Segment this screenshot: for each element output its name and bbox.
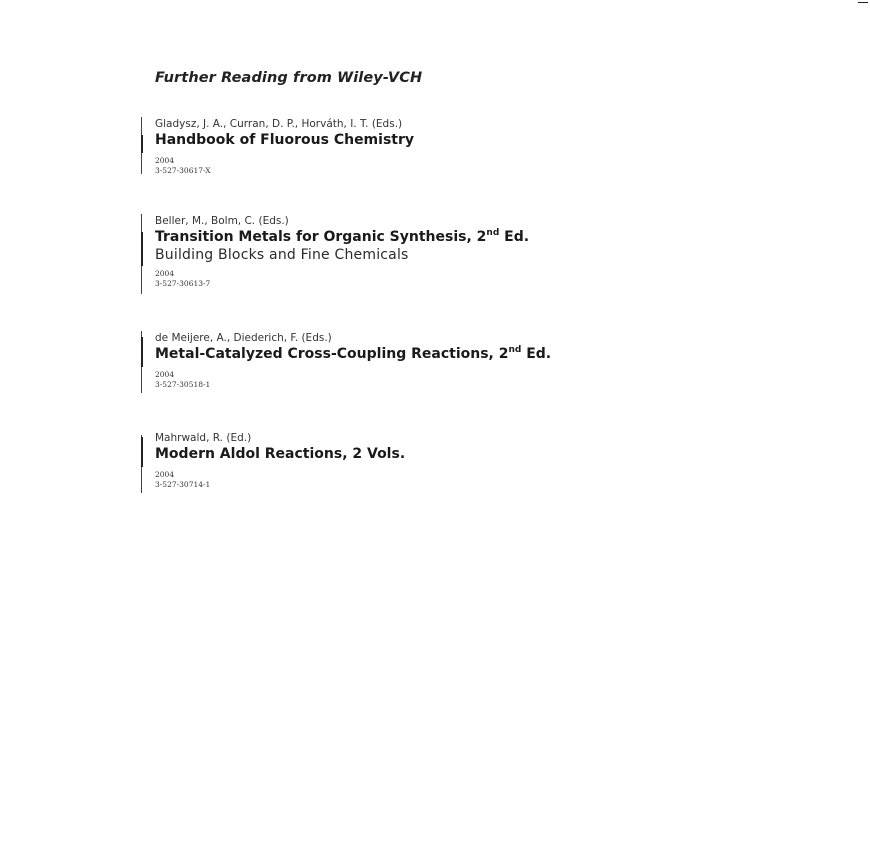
- margin-bar: [141, 135, 143, 153]
- book-isbn: 3-527-30617-X: [155, 166, 211, 175]
- page-heading: Further Reading from Wiley-VCH: [155, 70, 423, 86]
- book-year: 2004: [155, 370, 175, 379]
- book-title: Handbook of Fluorous Chemistry: [155, 132, 414, 148]
- book-authors: Gladysz, J. A., Curran, D. P., Horváth, I. T. (Eds.): [155, 118, 403, 130]
- book-year: 2004: [155, 156, 175, 165]
- book-entry: [141, 214, 741, 296]
- book-subtitle: Building Blocks and Fine Chemicals: [155, 247, 409, 263]
- book-authors: Beller, M., Bolm, C. (Eds.): [155, 215, 289, 227]
- corner-mark: [858, 2, 868, 3]
- book-isbn: 3-527-30613-7: [155, 279, 211, 288]
- book-entry: [141, 431, 741, 495]
- book-entry: [141, 331, 741, 395]
- book-entry: [141, 117, 741, 177]
- book-authors: Mahrwald, R. (Ed.): [155, 432, 252, 444]
- margin-bar: [141, 437, 143, 467]
- book-year: 2004: [155, 269, 175, 278]
- book-isbn: 3-527-30518-1: [155, 380, 211, 389]
- book-title: Transition Metals for Organic Synthesis, 2nd Ed.: [155, 228, 530, 245]
- book-year: 2004: [155, 470, 175, 479]
- book-isbn: 3-527-30714-1: [155, 480, 211, 489]
- margin-bar: [141, 337, 143, 367]
- book-title: Modern Aldol Reactions, 2 Vols.: [155, 446, 406, 462]
- book-title: Metal-Catalyzed Cross-Coupling Reactions, 2nd Ed.: [155, 345, 552, 362]
- book-authors: de Meijere, A., Diederich, F. (Eds.): [155, 332, 332, 344]
- margin-bar: [141, 232, 143, 266]
